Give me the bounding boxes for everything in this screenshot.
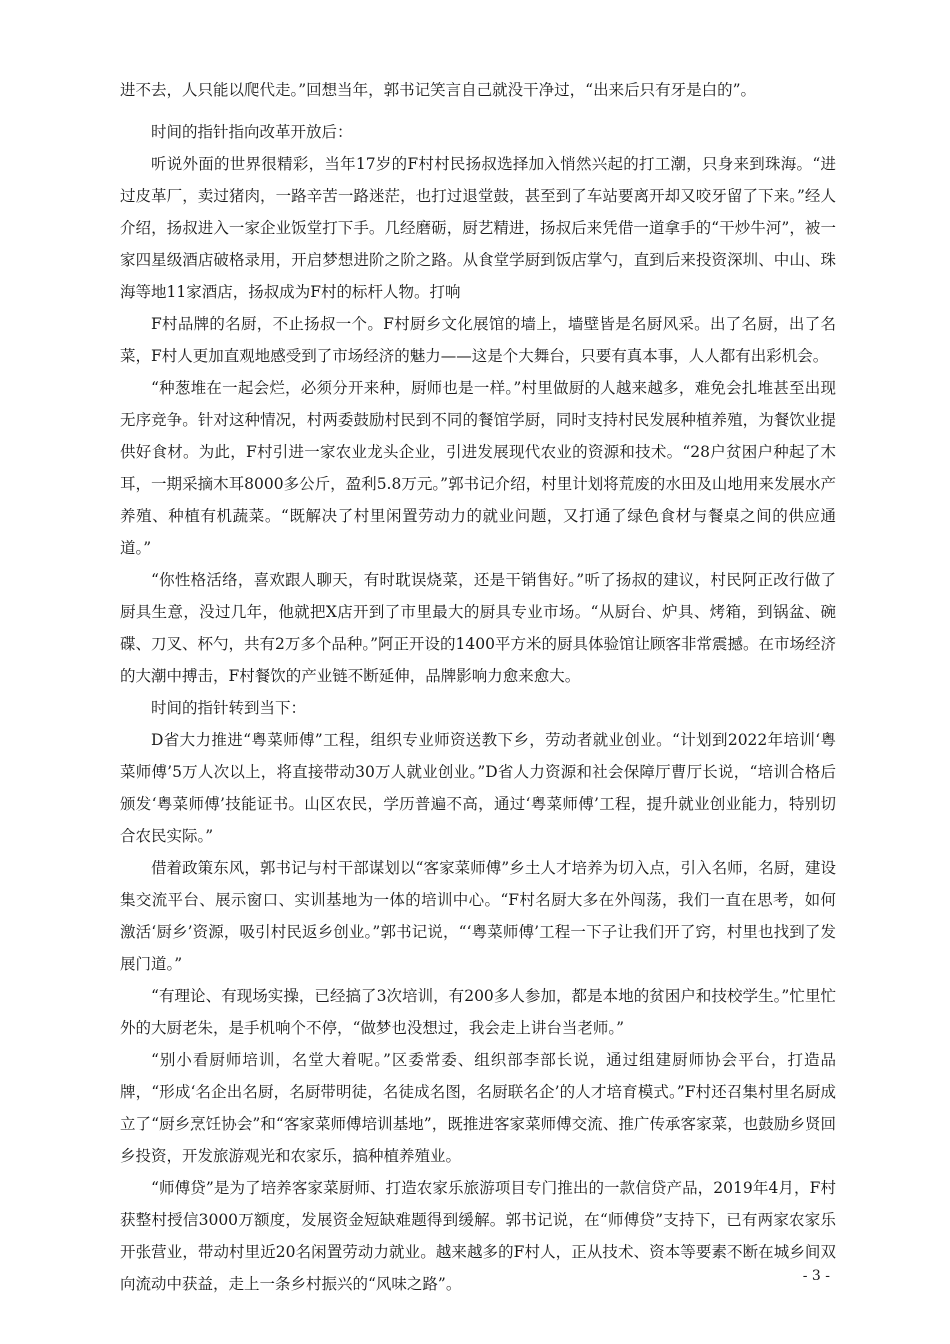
paragraph-continuation: 进不去，人只能以爬代走。”回想当年，郭书记笑言自己就没干净过，“出来后只有牙是白的”。 (120, 81, 757, 99)
paragraph-azheng: “你性格活络，喜欢跟人聊天，有时耽误烧菜，还是干销售好。”听了扬叔的建议，村民阿正改行做了厨具生意，没过几年，他就把X店开到了市里最大的厨具专业市场。“从厨台、炉具、烤箱，到锅盆、碗碟、刀叉、杯勺，共有2万多个品种。”阿正开设的1400平方米的厨具体验馆让顾客非常震撼。在市场经济的大潮中搏击，F村餐饮的产业链不断延伸，品牌影响力愈来愈大。 (120, 571, 836, 685)
paragraph-famous-chefs: F村品牌的名厨，不止扬叔一个。F村厨乡文化展馆的墙上，墙壁皆是名厨风采。出了名厨，出了名菜，F村人更加直观地感受到了市场经济的魅力——这是个大舞台，只要有真本事，人人都有出彩机会。 (120, 315, 836, 365)
paragraph-scallions: “种葱堆在一起会烂，必须分开来种，厨师也是一样。”村里做厨的人越来越多，难免会扎堆甚至出现无序竞争。针对这种情况，村两委鼓励村民到不同的餐馆学厨，同时支持村民发展种植养殖，为餐饮业提供好食材。为此，F村引进一家农业龙头企业，引进发展现代农业的资源和技术。“28户贫困户种起了木耳，一期采摘木耳8000多公斤，盈利5.8万元。”郭书记介绍，村里计划将荒废的水田及山地用来发展水产养殖、种植有机蔬菜。“既解决了村里闲置劳动力的就业问题，又打通了绿色食材与餐桌之间的供应通道。” (120, 379, 836, 557)
paragraph-policy: 借着政策东风，郭书记与村干部谋划以“客家菜师傅”乡土人才培养为切入点，引入名师，名厨，建设集交流平台、展示窗口、实训基地为一体的培训中心。“F村名厨大多在外闯荡，我们一直在思考，如何激活‘厨乡’资源，吸引村民返乡创业。”郭书记说，“‘粤菜师傅’工程一下子让我们开了窍，村里也找到了发展门道。” (120, 859, 836, 973)
paragraph-province-project: D省大力推进“粤菜师傅”工程，组织专业师资送教下乡，劳动者就业创业。“计划到2022年培训‘粤菜师傅’5万人次以上，将直接带动30万人就业创业。”D省人力资源和社会保障厅曹厅长说，“培训合格后颁发‘粤菜师傅’技能证书。山区农民，学历普遍不高，通过‘粤菜师傅’工程，提升就业创业能力，特别切合农民实际。” (120, 731, 836, 845)
paragraph-gap (120, 106, 836, 116)
section-heading-present: 时间的指针转到当下： (151, 699, 307, 717)
paragraph-master-loan: “师傅贷”是为了培养客家菜厨师、打造农家乐旅游项目专门推出的一款信贷产品，2019年4月，F村获整村授信3000万额度，发展资金短缺难题得到缓解。郭书记说，在“师傅贷”支持下，已有两家农家乐开张营业，带动村里近20名闲置劳动力就业。越来越多的F村人，正从技术、资本等要素不断在城乡间双向流动中获益，走上一条乡村振兴的“风味之路”。 (120, 1179, 836, 1293)
section-heading-reform: 时间的指针指向改革开放后： (151, 123, 353, 141)
paragraph-training: “有理论、有现场实操，已经搞了3次培训，有200多人参加，都是本地的贫困户和技校学生。”忙里忙外的大厨老朱，是手机响个不停，“做梦也没想过，我会走上讲台当老师。” (120, 987, 836, 1037)
article-body (120, 74, 836, 1300)
page-number: - 3 - (802, 1268, 830, 1284)
paragraph-yangshu: 听说外面的世界很精彩，当年17岁的F村村民扬叔选择加入悄然兴起的打工潮，只身来到珠海。“进过皮革厂，卖过猪肉，一路辛苦一路迷茫，也打过退堂鼓，甚至到了车站要离开却又咬牙留了下来。”经人介绍，扬叔进入一家企业饭堂打下手。几经磨砺，厨艺精进，扬叔后来凭借一道拿手的“干炒牛河”，被一家四星级酒店破格录用，开启梦想进阶之阶之路。从食堂学厨到饭店掌勺，直到后来投资深圳、中山、珠海等地11家酒店，扬叔成为F村的标杆人物。打响 (120, 155, 836, 301)
paragraph-chef-association: “别小看厨师培训，名堂大着呢。”区委常委、组织部李部长说，通过组建厨师协会平台，打造品牌，“形成‘名企出名厨，名厨带明徒，名徒成名图，名厨联名企’的人才培育模式。”F村还召集村里名厨成立了“厨乡烹饪协会”和“客家菜师傅培训基地”，既推进客家菜师傅交流、推广传承客家菜，也鼓励乡贤回乡投资，开发旅游观光和农家乐，搞种植养殖业。 (120, 1051, 836, 1165)
